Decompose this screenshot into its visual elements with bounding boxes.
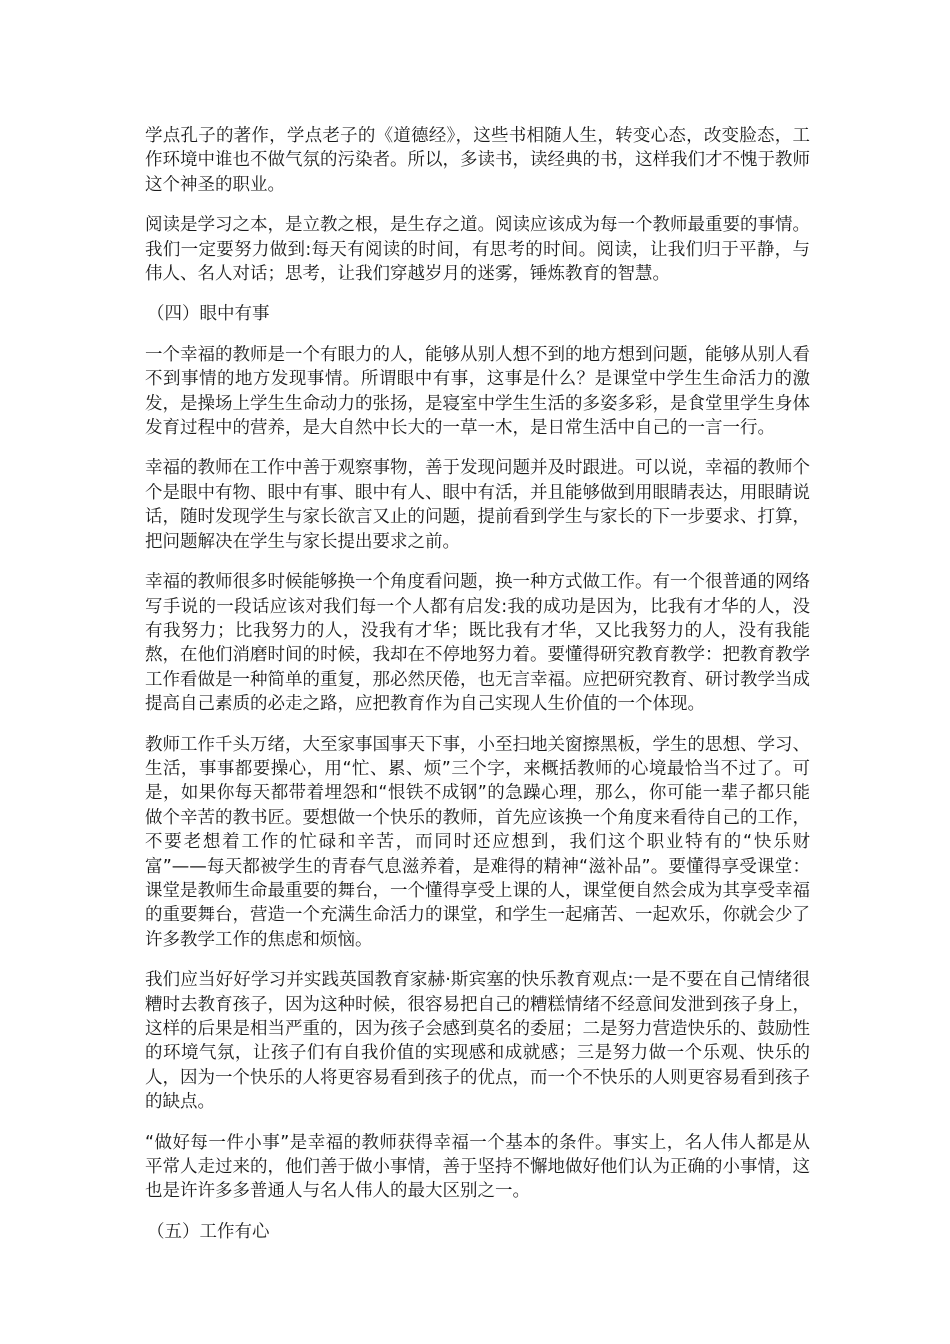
paragraph-reading-classics: 学点孔子的著作，学点老子的《道德经》，这些书相随人生，转变心态，改变脸态，工作环境中谁也不做气氛的污染者。所以，多读书，读经典的书，这样我们才不愧于教师这个神圣的职业。: [145, 126, 810, 195]
paragraph-small-things: “做好每一件小事”是幸福的教师获得幸福一个基本的条件。事实上，名人伟人都是从平常人走过来的，他们善于做小事情，善于坚持不懈地做好他们认为正确的小事情，这也是许许多多普通人与名人伟人的最大区别之一。: [145, 1132, 810, 1202]
paragraph-eyes-on-things: 一个幸福的教师是一个有眼力的人，能够从别人想不到的地方想到问题，能够从别人看不到事情的地方发现事情。所谓眼中有事，这事是什么？是课堂中学生生命活力的激发，是操场上学生生命动力的张扬，是寝室中学生生活的多姿多彩，是食堂里学生身体发育过程中的营养，是大自然中长大的一草一木，是日常生活中自己的一言一行。: [145, 344, 810, 439]
section-heading-4: （四）眼中有事: [147, 304, 270, 325]
paragraph-spencer-happy-education: 我们应当好好学习并实践英国教育家赫·斯宾塞的快乐教育观点:一是不要在自己情绪很糟时去教育孩子，因为这种时候，很容易把自己的糟糕情绪不经意间发泄到孩子身上，这样的后果是相当严重的，因为孩子会感到莫名的委屈；二是努力营造快乐的、鼓励性的环境气氛，让孩子们有自我价值的实现感和成就感；三是努力做一个乐观、快乐的人，因为一个快乐的人将更容易看到孩子的优点，而一个不快乐的人则更容易看到孩子的缺点。: [145, 970, 810, 1113]
paragraph-reading-foundation: 阅读是学习之本，是立教之根，是生存之道。阅读应该成为每一个教师最重要的事情。我们一定要努力做到:每天有阅读的时间，有思考的时间。阅读，让我们归于平静，与伟人、名人对话；思考，让我们穿越岁月的迷雾，锤炼教育的智慧。: [145, 215, 810, 285]
paragraph-observation: 幸福的教师在工作中善于观察事物，善于发现问题并及时跟进。可以说，幸福的教师个个是眼中有物、眼中有事、眼中有人、眼中有活，并且能够做到用眼睛表达，用眼睛说话，随时发现学生与家长欲言又止的问题，提前看到学生与家长的下一步要求、打算，把问题解决在学生与家长提出要求之前。: [145, 458, 810, 552]
section-heading-5: （五）工作有心: [147, 1221, 270, 1242]
paragraph-change-perspective: 幸福的教师很多时候能够换一个角度看问题，换一种方式做工作。有一个很普通的网络写手说的一段话应该对我们每一个人都有启发:我的成功是因为，比我有才华的人，没有我努力；比我努力的人，没我有才华；既比我有才华，又比我努力的人，没有我能熬，在他们消磨时间的时候，我却在不停地努力着。要懂得研究教育教学：把教育教学工作看做是一种简单的重复，那必然厌倦，也无言幸福。应把研究教育、研讨教学当成提高自己素质的必走之路，应把教育作为自己实现人生价值的一个体现。: [145, 572, 810, 715]
paragraph-teacher-work: 教师工作千头万绪，大至家事国事天下事，小至扫地关窗擦黑板，学生的思想、学习、生活，事事都要操心，用“忙、累、烦”三个字，来概括教师的心境最恰当不过了。可是，如果你每天都带着埋怨和“恨铁不成钢”的急躁心理，那么，你可能一辈子都只能做个辛苦的教书匠。要想做一个快乐的教师，首先应该换一个角度来看待自己的工作，不要老想着工作的忙碌和辛苦，而同时还应想到，我们这个职业特有的“快乐财富”——每天都被学生的青春气息滋养着，是难得的精神“滋补品”。要懂得享受课堂：课堂是教师生命最重要的舞台，一个懂得享受上课的人，课堂便自然会成为其享受幸福的重要舞台，营造一个充满生命活力的课堂，和学生一起痛苦、一起欢乐，你就会少了许多教学工作的焦虑和烦恼。: [145, 734, 810, 950]
document-page: [145, 124, 810, 1260]
